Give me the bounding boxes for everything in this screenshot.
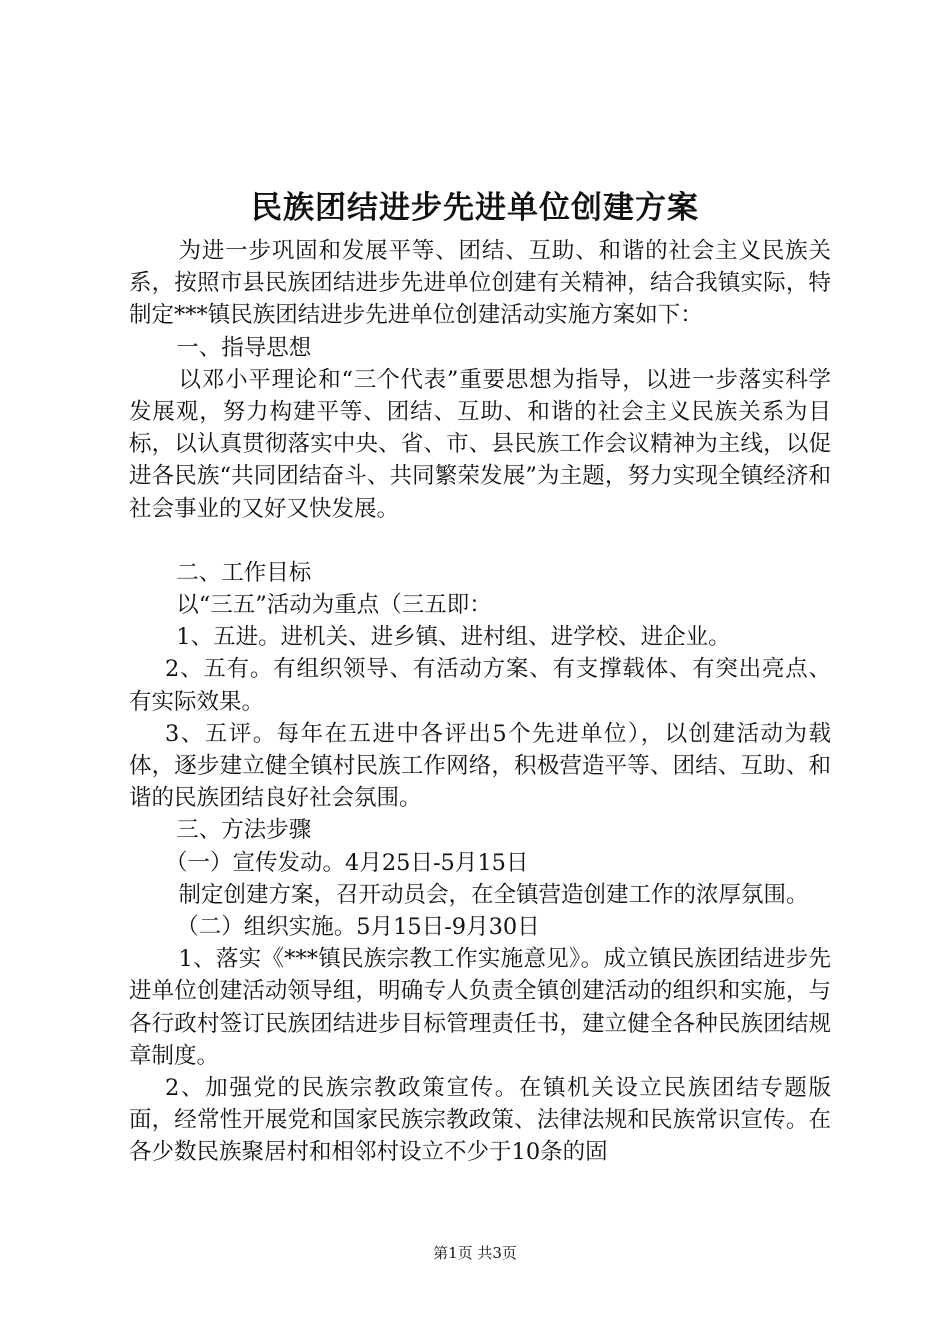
step-2-item-1: 1、落实《***镇民族宗教工作实施意见》。成立镇民族团结进步先进单位创建活动领导组，明确专人负责全镇创建活动的组织和实施，与各行政村签订民族团结进步目标管理责任书，建立健全各种民族团结规章制度。 — [129, 946, 831, 1069]
document-title: 民族团结进步先进单位创建方案 — [251, 190, 699, 226]
section-heading-work-goals: 二、工作目标 — [176, 559, 312, 586]
intro-paragraph: 为进一步巩固和发展平等、团结、互助、和谐的社会主义民族关系，按照市县民族团结进步先进单位创建有关精神，结合我镇实际，特制定***镇民族团结进步先进单位创建活动实施方案如下： — [129, 238, 831, 329]
section-heading-guiding-ideology: 一、指导思想 — [176, 334, 312, 361]
work-goals-item-1: 1、五进。进机关、进乡镇、进村组、进学校、进企业。 — [176, 624, 731, 651]
guiding-ideology-paragraph: 以邓小平理论和“三个代表”重要思想为指导，以进一步落实科学发展观，努力构建平等、团结、互助、和谐的社会主义民族关系为目标，以认真贯彻落实中央、省、市、县民族工作会议精神为主线，以促进各民族“共同团结奋斗、共同繁荣发展”为主题，努力实现全镇经济和社会事业的又好又快发展。 — [129, 366, 831, 522]
step-2-item-2: 2、加强党的民族宗教政策宣传。在镇机关设立民族团结专题版面，经常性开展党和国家民族宗教政策、法律法规和民族常识宣传。在各少数民族聚居村和相邻村设立不少于10条的固 — [129, 1075, 831, 1166]
blank-line — [129, 525, 831, 557]
step-1-heading: （一）宣传发动。4月25日-5月15日 — [165, 849, 529, 876]
step-2-heading: （二）组织实施。5月15日-9月30日 — [176, 914, 540, 941]
document-body — [129, 235, 831, 1169]
work-goals-item-2: 2、五有。有组织领导、有活动方案、有支撑载体、有突出亮点、有实际效果。 — [129, 656, 831, 715]
work-goals-intro: 以“三五”活动为重点（三五即： — [176, 592, 492, 619]
section-heading-method-steps: 三、方法步骤 — [176, 817, 312, 844]
step-1-paragraph: 制定创建方案，召开动员会，在全镇营造创建工作的浓厚氛围。 — [178, 881, 809, 908]
work-goals-item-3: 3、五评。每年在五进中各评出5个先进单位），以创建活动为载体，逐步建立健全镇村民族工作网络，积极营造平等、团结、互助、和谐的民族团结良好社会氛围。 — [129, 720, 831, 812]
page-footer: 第1页 共3页 — [433, 1244, 517, 1262]
